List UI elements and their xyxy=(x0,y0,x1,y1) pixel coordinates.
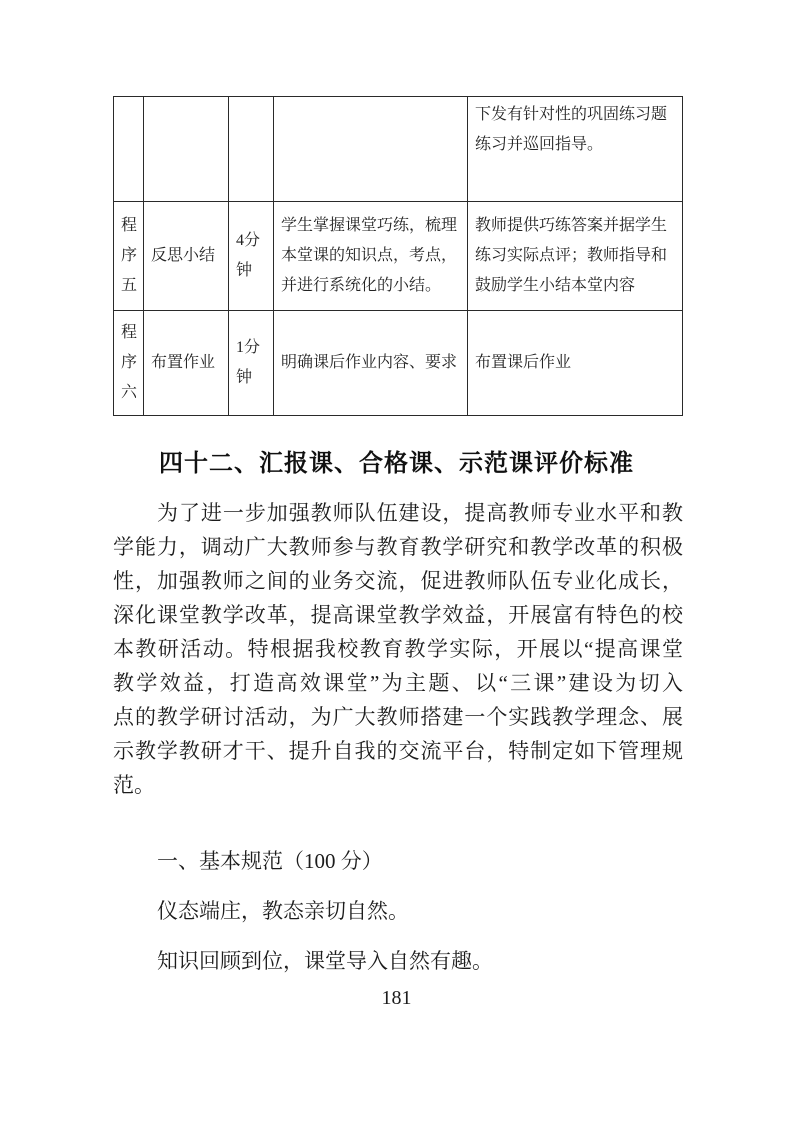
paragraph-line: 本教研活动。特根据我校教育教学实际，开展以“提高课堂 xyxy=(113,637,683,661)
criteria-line: 知识回顾到位，课堂导入自然有趣。 xyxy=(157,949,493,973)
intro-paragraph xyxy=(113,496,683,802)
table-cell-time: 4分钟 xyxy=(229,202,274,311)
paragraph-line: 点的教学研讨活动，为广大教师搭建一个实践教学理念、展 xyxy=(113,705,683,729)
paragraph-line: 教学效益，打造高效课堂”为主题、以“三课”建设为切入 xyxy=(113,671,683,695)
table-row xyxy=(114,97,683,202)
paragraph-line: 示教学教研才干、提升自我的交流平台，特制定如下管理规 xyxy=(113,739,683,763)
procedure-table xyxy=(113,96,683,416)
table-cell-time: 1分钟 xyxy=(229,311,274,416)
table-cell-name: 反思小结 xyxy=(144,202,229,311)
table-cell-teacher-activity: 下发有针对性的巩固练习题练习并巡回指导。 xyxy=(468,97,683,202)
paragraph-line: 深化课堂教学改革，提高课堂教学效益，开展富有特色的校 xyxy=(113,603,683,627)
table-cell-student-activity: 明确课后作业内容、要求 xyxy=(274,311,468,416)
subsection-title: 一、基本规范（100 分） xyxy=(157,849,383,873)
table-cell-student-activity xyxy=(274,97,468,202)
criteria-line: 仪态端庄，教态亲切自然。 xyxy=(157,899,409,923)
table-cell-step xyxy=(114,97,144,202)
table-cell-student-activity: 学生掌握课堂巧练，梳理本堂课的知识点，考点，并进行系统化的小结。 xyxy=(274,202,468,311)
paragraph-line: 为了进一步加强教师队伍建设，提高教师专业水平和教 xyxy=(157,501,683,525)
section-heading: 四十二、汇报课、合格课、示范课评价标准 xyxy=(159,450,634,477)
table-row xyxy=(114,202,683,311)
table-cell-step: 程序五 xyxy=(114,202,144,311)
table-cell-name xyxy=(144,97,229,202)
table-cell-name: 布置作业 xyxy=(144,311,229,416)
paragraph-line: 性，加强教师之间的业务交流，促进教师队伍专业化成长， xyxy=(113,569,683,593)
table-cell-teacher-activity: 教师提供巧练答案并据学生练习实际点评；教师指导和鼓励学生小结本堂内容 xyxy=(468,202,683,311)
table-cell-step: 程序六 xyxy=(114,311,144,416)
table-cell-time xyxy=(229,97,274,202)
page-number: 181 xyxy=(381,987,412,1009)
table-cell-teacher-activity: 布置课后作业 xyxy=(468,311,683,416)
paragraph-line: 学能力，调动广大教师参与教育教学研究和教学改革的积极 xyxy=(113,535,683,559)
table-row xyxy=(114,311,683,416)
paragraph-line: 范。 xyxy=(113,773,155,797)
